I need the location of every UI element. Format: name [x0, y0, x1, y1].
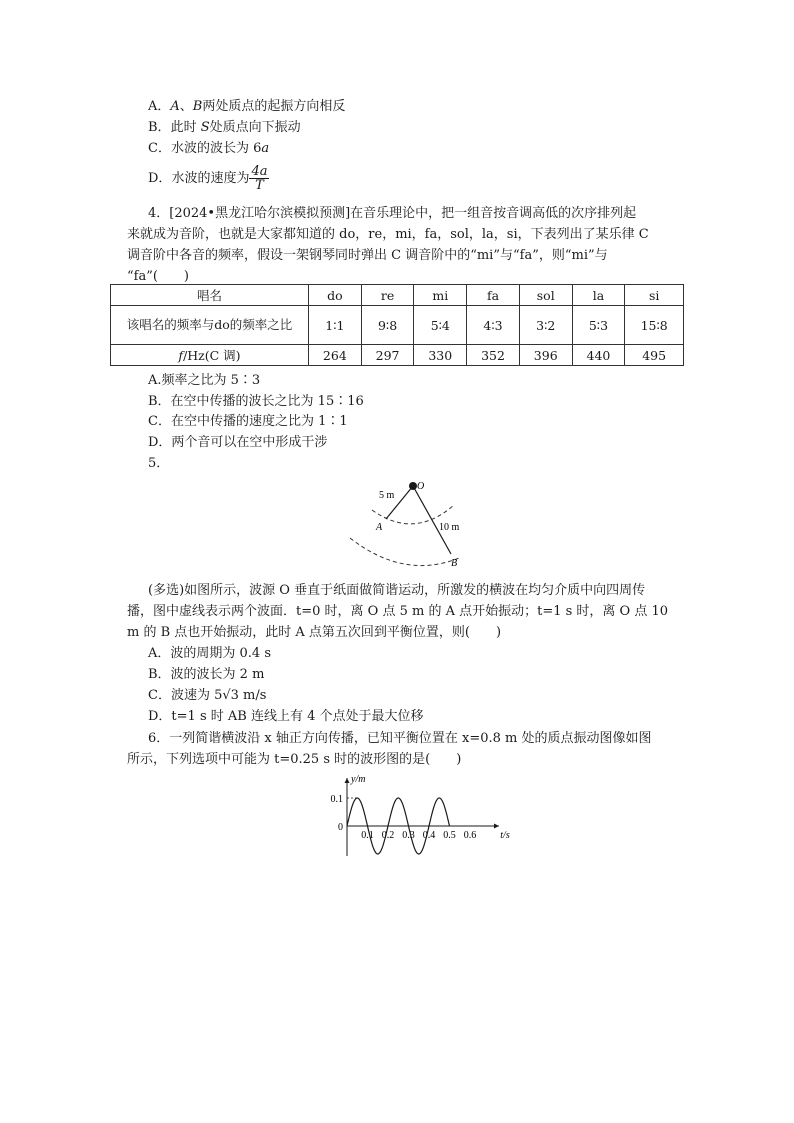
table-row [111, 345, 684, 366]
q3-option-b [148, 119, 301, 137]
q5-option-c: C．波速为 5√3 m/s [148, 688, 267, 703]
table-cell: la [572, 285, 625, 306]
option-letter: A． [148, 99, 171, 114]
q4-stem-line: 4．[2024•黑龙江哈尔滨模拟预测]在音乐理论中，把一组音按音调高低的次序排列起 [148, 206, 637, 221]
table-row [111, 306, 684, 345]
table-cell: 3∶2 [519, 306, 572, 345]
table-cell: 297 [361, 345, 414, 366]
q6-stem-cont [127, 749, 687, 770]
option-letter: D． [148, 171, 172, 186]
frequency-table [110, 284, 684, 366]
q4-stem-cont [127, 224, 687, 287]
x-axis-arrow [494, 824, 499, 829]
x-tick-label: 0.3 [402, 830, 415, 841]
fraction [249, 165, 269, 192]
option-letter: C． [148, 141, 171, 156]
q5-stem-cont [127, 601, 687, 643]
option-text: 此时 [170, 120, 201, 135]
table-cell: 352 [467, 345, 520, 366]
y-axis-label: y/m [351, 774, 366, 785]
label-b: B [451, 558, 458, 569]
q4-option-d: D．两个音可以在空中形成干涉 [148, 435, 328, 450]
table-header-cell: 唱名 [111, 285, 309, 306]
x-tick-label: 0.2 [381, 830, 395, 841]
fraction-denominator: T [255, 178, 264, 193]
source-point-o [409, 482, 417, 490]
q4-option-b: B．在空中传播的波长之比为 15∶16 [148, 394, 364, 409]
q5-option-d: D．t=1 s 时 AB 连线上有 4 个点处于最大位移 [148, 709, 424, 724]
table-cell: 1∶1 [309, 306, 362, 345]
table-cell: re [361, 285, 414, 306]
header-text: f [178, 348, 184, 363]
option-text: B [192, 99, 203, 114]
q4-stem-line: 来就成为音阶，也就是大家都知道的 do，re，mi，fa，sol，la，si，下表列出了某乐律 C [127, 227, 649, 242]
table-cell: si [625, 285, 684, 306]
table-header-cell: 该唱名的频率与do的频率之比 [111, 306, 309, 345]
table-cell: 440 [572, 345, 625, 366]
q3-option-d [148, 162, 269, 196]
y-tick-label: 0 [338, 822, 343, 833]
option-text: 处质点向下振动 [209, 120, 301, 135]
table-cell: 330 [414, 345, 467, 366]
q5-stem-line: (多选)如图所示，波源 O 垂直于纸面做简谐运动，所激发的横波在均匀介质中向四周传 [148, 583, 646, 598]
q4-stem-line: 调音阶中各音的频率，假设一架钢琴同时弹出 C 调音阶中的“mi”与“fa”，则“mi”与 [127, 248, 608, 263]
q4-stem [127, 203, 687, 224]
option-letter: B． [148, 120, 171, 135]
table-cell: 15∶8 [625, 306, 684, 345]
y-axis-arrow [345, 778, 350, 783]
option-text: A [170, 99, 180, 114]
q6-stem-line: 所示，下列选项中可能为 t=0.25 s 时的波形图的是( ) [127, 752, 462, 767]
table-cell: 495 [625, 345, 684, 366]
table-cell: 5∶4 [414, 306, 467, 345]
q5-stem-line: 播，图中虚线表示两个波面．t=0 时，离 O 点 5 m 的 A 点开始振动；t=1 s 时，离 O 点 10 [127, 604, 669, 619]
wavefront-diagram [344, 480, 494, 580]
q4-stem-line: “fa”( ) [127, 269, 189, 284]
table-cell: fa [467, 285, 520, 306]
q5-option-a: A．波的周期为 0.4 s [148, 646, 271, 661]
label-10m: 10 m [439, 522, 460, 533]
option-text: 水波的速度为 [171, 171, 250, 186]
table-header-cell [111, 345, 309, 366]
x-tick-label: 0.5 [443, 830, 456, 841]
q5-stem-line: m 的 B 点也开始振动，此时 A 点第五次回到平衡位置，则( ) [127, 625, 502, 640]
q6-stem [127, 728, 687, 749]
q6-stem-line: 6．一列简谐横波沿 x 轴正方向传播，已知平衡位置在 x=0.8 m 处的质点振动图像如图 [148, 731, 652, 746]
table-cell: 264 [309, 345, 362, 366]
table-cell: mi [414, 285, 467, 306]
option-text: a [261, 141, 270, 156]
label-5m: 5 m [379, 490, 395, 501]
q4-option-c: C．在空中传播的速度之比为 1∶1 [148, 414, 348, 429]
x-tick-label: 0.6 [463, 830, 477, 841]
x-tick-label: 0.1 [361, 830, 374, 841]
option-text: 、 [179, 99, 193, 114]
q4-option-a: A.频率之比为 5∶3 [148, 373, 261, 388]
table-cell: 396 [519, 345, 572, 366]
q3-option-a [148, 98, 345, 116]
table-cell: do [309, 285, 362, 306]
fraction-numerator: 4a [251, 164, 268, 179]
option-text: 两处质点的起振方向相反 [202, 99, 346, 114]
label-a: A [376, 522, 383, 533]
x-axis-label: t/s [500, 830, 510, 841]
q5-option-b: B．波的波长为 2 m [148, 667, 265, 682]
q5-stem [127, 580, 687, 601]
wavefront-outer [350, 538, 459, 566]
segment-ob [413, 486, 451, 554]
vibration-chart [315, 770, 515, 870]
label-o: O [417, 481, 425, 492]
table-cell: 5∶3 [572, 306, 625, 345]
table-cell: 9∶8 [361, 306, 414, 345]
option-text: 水波的波长为 6 [170, 141, 262, 156]
header-text: /Hz(C 调) [183, 348, 241, 363]
table-row [111, 285, 684, 306]
q5-number: 5． [148, 456, 170, 471]
q3-option-c [148, 140, 269, 158]
table-cell: sol [519, 285, 572, 306]
y-tick-label: 0.1 [330, 794, 343, 805]
x-tick-label: 0.4 [422, 830, 436, 841]
option-text: S [200, 120, 210, 135]
table-cell: 4∶3 [467, 306, 520, 345]
